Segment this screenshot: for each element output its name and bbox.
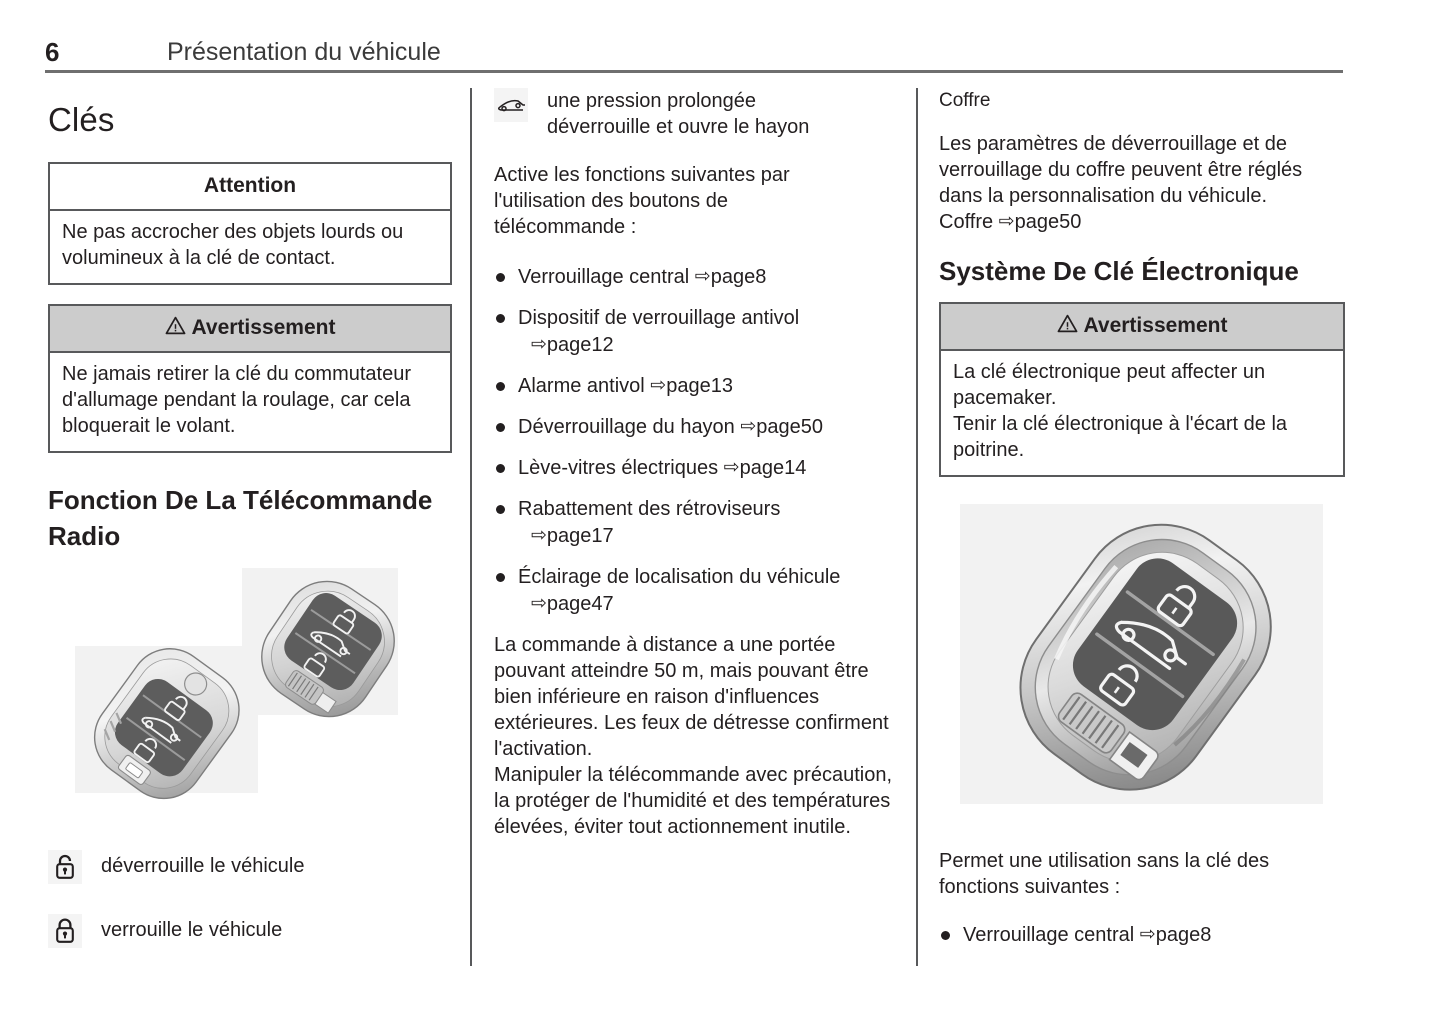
ref-arrow-icon: ⇨ [723,457,740,478]
bullet-dot [941,931,950,940]
ref-arrow-icon: ⇨ [998,211,1015,232]
electronic-key-warning-callout [939,302,1345,477]
function-ref: page8 [1155,924,1212,946]
legend-row-unlock [48,850,452,884]
electronic-key-illustration [969,508,1319,804]
warning-callout-body: Ne jamais retirer la clé du commutateur d'allumage pendant la roulage, car cela bloquerait le volant. [62,363,412,437]
list-item [494,564,898,618]
right-column [939,88,1345,963]
tailgate-note-line1: une pression prolongée [547,90,757,112]
electronic-key-functions-list [939,922,1345,949]
function-label: Dispositif de verrouillage antivol [518,307,800,329]
section-title-cles: Clés [48,101,115,138]
section-title-systeme-cle: Système De Clé Électronique [939,256,1299,286]
page-title: Présentation du véhicule [167,38,441,66]
ref-arrow-icon: ⇨ [531,593,547,614]
list-item [494,496,898,550]
warning-callout-heading-text: Avertissement [191,316,336,339]
column-divider-left [470,88,472,966]
function-label: Lève-vitres électriques [518,457,719,479]
tailgate-note-row [494,88,898,140]
subtitle-coffre: Coffre [939,90,991,111]
remote-key-figure [48,568,452,814]
ref-arrow-icon: ⇨ [650,375,667,396]
warning-body-line1: La clé électronique peut affecter un pacemaker. [953,361,1266,409]
attention-callout [48,162,452,285]
list-item [494,264,898,291]
function-label: Verrouillage central [963,924,1135,946]
car-tailgate-icon [494,88,528,122]
left-column [48,88,452,978]
function-ref: page50 [756,416,824,438]
bullet-dot [496,423,505,432]
bullet-dot [496,314,505,323]
electronic-key-warning-heading-text: Avertissement [1083,314,1228,337]
electronic-key-warning-heading [941,304,1343,351]
attention-callout-heading: Attention [50,164,450,211]
warning-body-line2: Tenir la clé électronique à l'écart de la poitrine. [953,413,1288,461]
legend-row-lock [48,914,452,948]
ref-arrow-icon: ⇨ [694,266,711,287]
warning-callout-heading [50,306,450,353]
ref-arrow-icon: ⇨ [1139,924,1156,945]
list-item [494,373,898,400]
list-item [494,414,898,441]
list-item [494,305,898,359]
electronic-key-outro: Permet une utilisation sans la clé des fonctions suivantes : [939,850,1270,898]
legend-label-lock: verrouille le véhicule [101,919,283,941]
flip-key-illustration [68,640,268,805]
warning-callout [48,304,452,453]
tailgate-note-line2: déverrouille et ouvre le hayon [547,116,810,138]
function-label: Rabattement des rétroviseurs [518,498,781,520]
subsection-title-telecommande: Fonction De La Télécommande Radio [48,485,433,551]
bullet-dot [496,573,505,582]
remote-functions-list [494,264,898,618]
function-ref: page17 [546,525,614,547]
coffre-paragraph: Les paramètres de déverrouillage et de verrouillage du coffre peuvent être réglés dans la personnalisation du véhicule. [939,133,1303,207]
padlock-open-icon [48,850,82,884]
function-ref: page12 [546,334,614,356]
ref-arrow-icon: ⇨ [740,416,757,437]
function-label: Éclairage de localisation du véhicule [518,566,841,588]
warning-triangle-icon [1057,314,1078,333]
page-number: 6 [45,37,60,67]
middle-column [494,88,898,840]
coffre-reference [939,209,1345,235]
ref-arrow-icon: ⇨ [531,334,547,355]
electronic-key-warning-body [941,351,1343,475]
function-ref: page13 [666,375,733,397]
range-paragraph: La commande à distance a une portée pouvant atteindre 50 m, mais pouvant être bien inférieure en raison d'influences extérieures. Les feux de détresse confirment l'activation. [494,634,889,760]
handling-paragraph: Manipuler la télécommande avec précaution, la protéger de l'humidité et des températures élevées, éviter tout actionnement inutile. [494,764,892,838]
padlock-closed-icon [48,914,82,948]
bullet-dot [496,382,505,391]
column-divider-right [916,88,918,966]
ref-arrow-icon: ⇨ [531,525,547,546]
legend-label-unlock: déverrouille le véhicule [101,855,305,877]
function-label: Alarme antivol [518,375,645,397]
coffre-reference-page: page50 [1014,211,1082,233]
page-header [45,36,1345,72]
coffre-reference-label: Coffre [939,211,994,233]
function-ref: page8 [710,266,767,288]
function-label: Déverrouillage du hayon [518,416,735,438]
tailgate-note-text [547,88,809,140]
list-item [494,455,898,482]
bullet-dot [496,505,505,514]
warning-triangle-icon [165,316,186,335]
header-divider [45,70,1343,73]
function-label: Verrouillage central [518,266,690,288]
functions-intro: Active les fonctions suivantes par l'utilisation des boutons de télécommande : [494,164,790,238]
bullet-dot [496,273,505,282]
electronic-key-figure [939,504,1345,826]
function-ref: page47 [546,593,614,615]
attention-callout-body: Ne pas accrocher des objets lourds ou volumineux à la clé de contact. [62,221,404,269]
function-ref: page14 [739,457,807,479]
list-item [939,922,1345,949]
bullet-dot [496,464,505,473]
